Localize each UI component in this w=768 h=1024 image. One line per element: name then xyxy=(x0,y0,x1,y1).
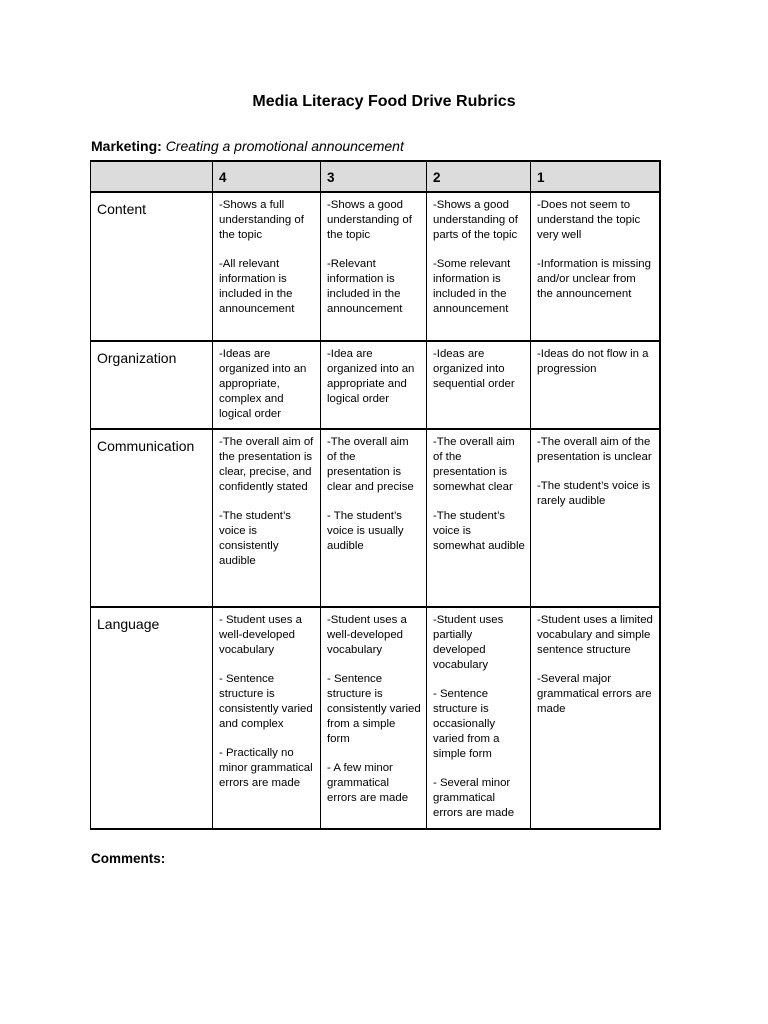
rubric-row-language xyxy=(91,607,660,829)
descriptor-text: -Some relevant information is included in the announcement xyxy=(433,258,511,315)
rubric-cell xyxy=(321,429,427,607)
descriptor-text: -Several major grammatical errors are made xyxy=(537,673,652,715)
rubric-cell xyxy=(427,429,531,607)
criterion-cell: Communication xyxy=(91,429,213,607)
descriptor-text: -The overall aim of the presentation is unclear xyxy=(537,436,652,463)
header-cell-score-1: 1 xyxy=(531,161,660,192)
descriptor-text: -Idea are organized into an appropriate and logical order xyxy=(327,348,415,405)
header-cell-score-3: 3 xyxy=(321,161,427,192)
criterion-cell: Organization xyxy=(91,341,213,429)
descriptor-text: -Ideas do not flow in a progression xyxy=(537,348,649,375)
rubric-cell xyxy=(321,192,427,341)
descriptor-text: - Sentence structure is consistently varied and complex xyxy=(219,673,313,730)
descriptor-text: -Student uses a limited vocabulary and simple sentence structure xyxy=(537,614,653,656)
rubric-cell xyxy=(213,607,321,829)
descriptor-text: -Information is missing and/or unclear from the announcement xyxy=(537,258,651,300)
rubric-cell xyxy=(531,341,660,429)
descriptor-text: -The student’s voice is rarely audible xyxy=(537,480,651,507)
descriptor-text: -All relevant information is included in the announcement xyxy=(219,258,295,315)
rubric-row-communication xyxy=(91,429,660,607)
header-cell-score-4: 4 xyxy=(213,161,321,192)
rubric-cell xyxy=(427,607,531,829)
descriptor-text: - The student’s voice is usually audible xyxy=(327,510,404,552)
rubric-cell xyxy=(321,607,427,829)
rubric-cell xyxy=(321,341,427,429)
criterion-cell: Content xyxy=(91,192,213,341)
descriptor-text: - Sentence structure is consistently varied from a simple form xyxy=(327,673,421,745)
descriptor-text: -The overall aim of the presentation is clear and precise xyxy=(327,436,414,493)
descriptor-text: -The overall aim of the presentation is somewhat clear xyxy=(433,436,515,493)
rubric-cell xyxy=(213,192,321,341)
descriptor-text: -The student’s voice is consistently audible xyxy=(219,510,291,567)
rubric-row-organization xyxy=(91,341,660,429)
rubric-cell xyxy=(213,341,321,429)
descriptor-text: -Student uses a well-developed vocabulary xyxy=(327,614,407,656)
rubric-cell xyxy=(531,429,660,607)
descriptor-text: -Ideas are organized into an appropriate, complex and logical order xyxy=(219,348,307,420)
descriptor-text: - Practically no minor grammatical errors are made xyxy=(219,747,313,789)
rubric-header-row xyxy=(91,161,660,192)
descriptor-text: -The overall aim of the presentation is clear, precise, and confidently stated xyxy=(219,436,314,493)
rubric-cell xyxy=(213,429,321,607)
rubric-cell xyxy=(531,192,660,341)
criterion-cell: Language xyxy=(91,607,213,829)
descriptor-text: - A few minor grammatical errors are made xyxy=(327,762,409,804)
comments-label: Comments: xyxy=(91,851,166,866)
rubric-cell xyxy=(531,607,660,829)
descriptor-text: -Shows a full understanding of the topic xyxy=(219,199,304,241)
descriptor-text: - Sentence structure is occasionally varied from a simple form xyxy=(433,688,500,760)
descriptor-text: -Student uses partially developed vocabulary xyxy=(433,614,504,671)
descriptor-text: -The student’s voice is somewhat audible xyxy=(433,510,525,552)
section-heading xyxy=(91,138,404,154)
section-label: Marketing: xyxy=(91,138,162,154)
header-cell-criterion xyxy=(91,161,213,192)
rubric-table xyxy=(90,160,661,830)
rubric-row-content xyxy=(91,192,660,341)
rubric-cell xyxy=(427,192,531,341)
header-cell-score-2: 2 xyxy=(427,161,531,192)
descriptor-text: - Several minor grammatical errors are made xyxy=(433,777,515,819)
descriptor-text: -Shows a good understanding of parts of the topic xyxy=(433,199,518,241)
descriptor-text: - Student uses a well-developed vocabulary xyxy=(219,614,302,656)
rubric-cell xyxy=(427,341,531,429)
descriptor-text: -Relevant information is included in the announcement xyxy=(327,258,403,315)
descriptor-text: -Ideas are organized into sequential order xyxy=(433,348,515,390)
descriptor-text: -Does not seem to understand the topic very well xyxy=(537,199,641,241)
document-title: Media Literacy Food Drive Rubrics xyxy=(252,93,516,110)
descriptor-text: -Shows a good understanding of the topic xyxy=(327,199,412,241)
section-description: Creating a promotional announcement xyxy=(165,138,404,154)
